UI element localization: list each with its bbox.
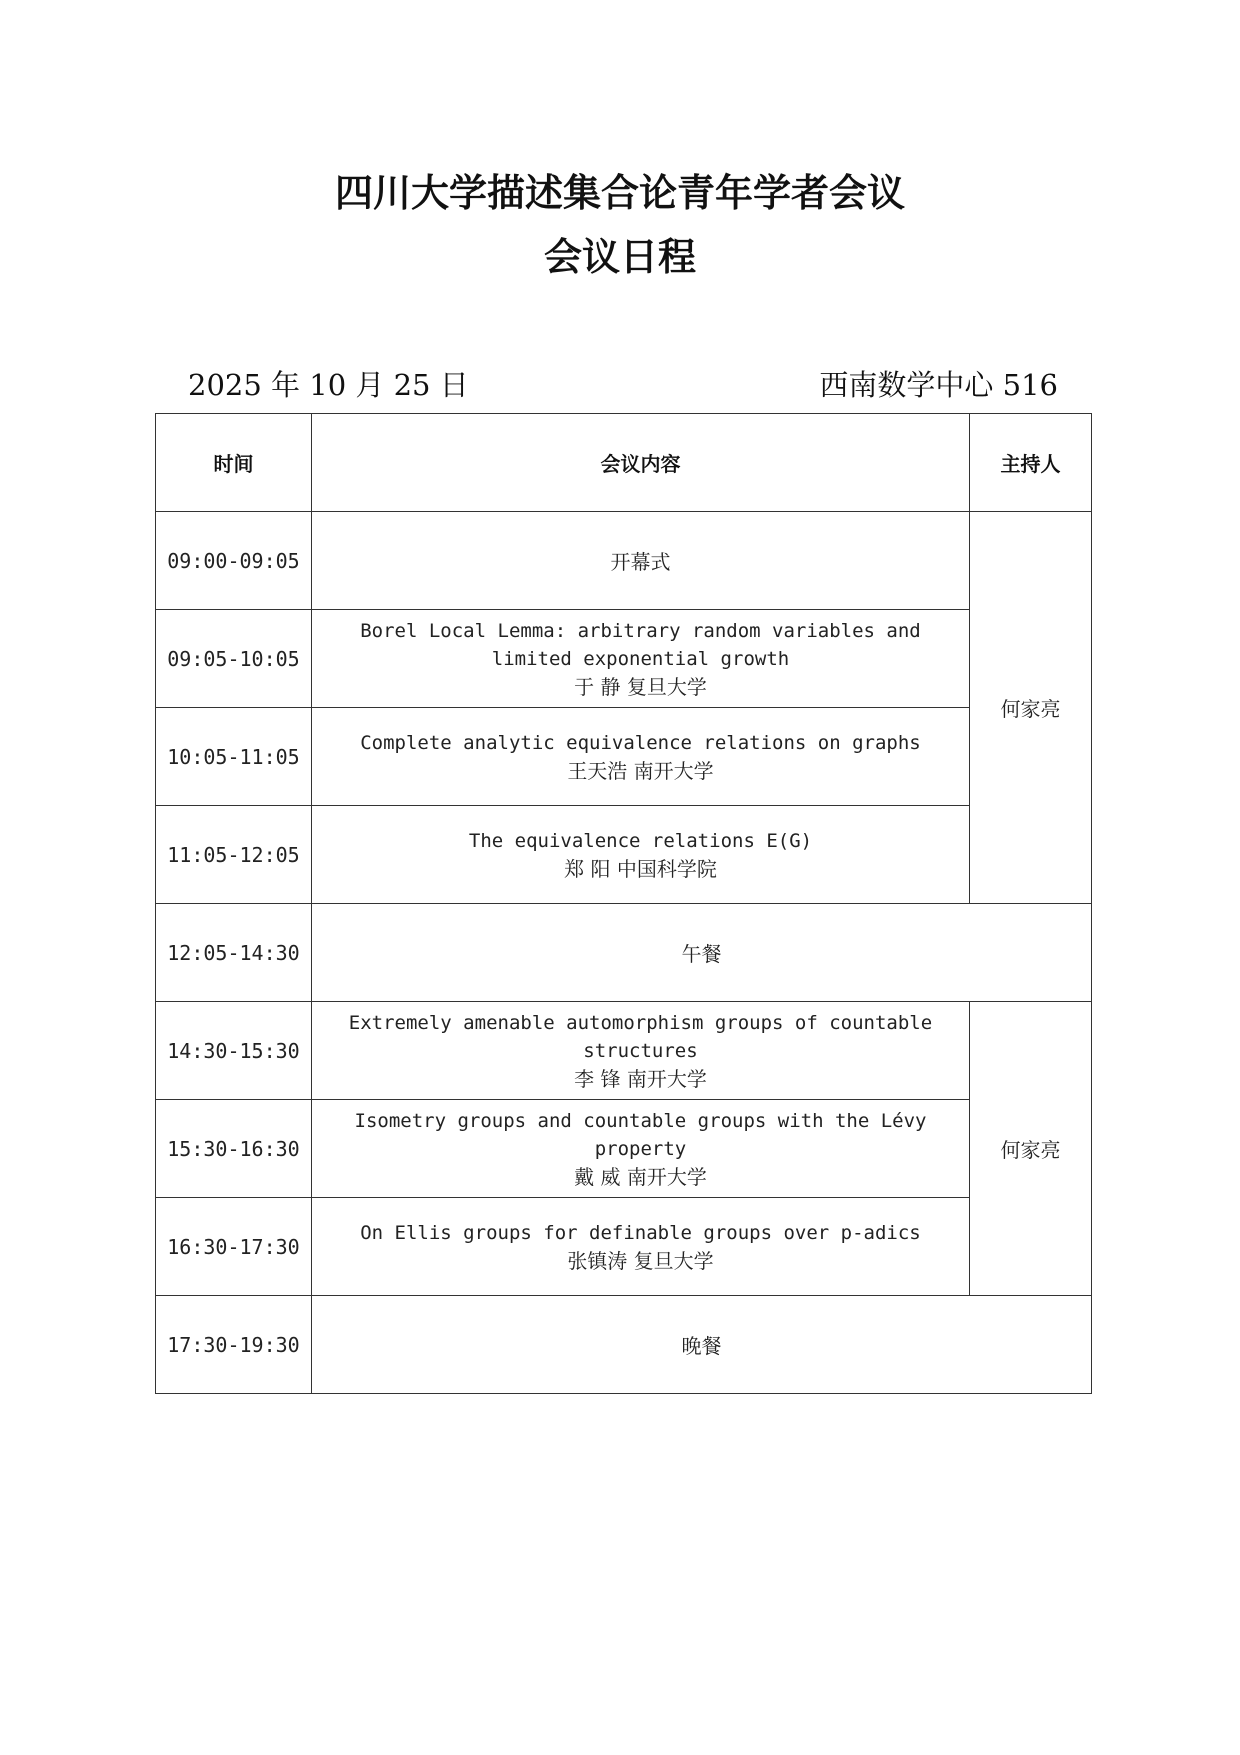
- talk-title: The equivalence relations E(G): [468, 829, 813, 852]
- time-cell: 14:30-15:30: [156, 1002, 312, 1100]
- table-row: [156, 708, 1092, 806]
- content-cell: [312, 1100, 970, 1198]
- host-cell-afternoon: 何家亮: [970, 1002, 1092, 1296]
- time-cell: 09:00-09:05: [156, 512, 312, 610]
- content-cell: [312, 806, 970, 904]
- speaker: 李 锋 南开大学: [574, 1066, 707, 1091]
- content-cell: 午餐: [312, 904, 1092, 1002]
- table-row: [156, 904, 1092, 1002]
- time-cell: 09:05-10:05: [156, 610, 312, 708]
- table-row: [156, 610, 1092, 708]
- talk-title: Borel Local Lemma: arbitrary random variables and limited exponential growth: [360, 619, 921, 670]
- time-cell: 17:30-19:30: [156, 1296, 312, 1394]
- column-header-host: 主持人: [970, 414, 1092, 512]
- content-cell: [312, 1198, 970, 1296]
- schedule-subtitle: 会议日程: [543, 235, 696, 279]
- meeting-venue: 西南数学中心 516: [819, 368, 1058, 402]
- talk-title: Isometry groups and countable groups with the Lévy property: [354, 1109, 927, 1160]
- talk-title: Complete analytic equivalence relations on graphs: [360, 731, 921, 754]
- talk-title: Extremely amenable automorphism groups of countable structures: [348, 1011, 933, 1062]
- meeting-date: 2025 年 10 月 25 日: [188, 368, 469, 402]
- schedule-table: [155, 413, 1092, 1394]
- speaker: 于 静 复旦大学: [574, 674, 707, 699]
- time-cell: 11:05-12:05: [156, 806, 312, 904]
- content-cell: [312, 1002, 970, 1100]
- table-row: [156, 1002, 1092, 1100]
- conference-title: 四川大学描述集合论青年学者会议: [334, 171, 905, 215]
- table-row: [156, 806, 1092, 904]
- time-cell: 15:30-16:30: [156, 1100, 312, 1198]
- table-row: [156, 1296, 1092, 1394]
- time-cell: 12:05-14:30: [156, 904, 312, 1002]
- talk-title: On Ellis groups for definable groups over p-adics: [360, 1221, 921, 1244]
- content-cell: [312, 610, 970, 708]
- host-cell-morning: 何家亮: [970, 512, 1092, 904]
- content-cell: 晚餐: [312, 1296, 1092, 1394]
- speaker: 王天浩 南开大学: [567, 758, 714, 783]
- table-header-row: [156, 414, 1092, 512]
- table-row: [156, 512, 1092, 610]
- speaker: 张镇涛 复旦大学: [567, 1248, 714, 1273]
- column-header-time: 时间: [156, 414, 312, 512]
- speaker: 戴 威 南开大学: [574, 1164, 707, 1189]
- time-cell: 16:30-17:30: [156, 1198, 312, 1296]
- speaker: 郑 阳 中国科学院: [564, 856, 717, 881]
- content-cell: [312, 708, 970, 806]
- content-cell: 开幕式: [312, 512, 970, 610]
- table-row: [156, 1198, 1092, 1296]
- time-cell: 10:05-11:05: [156, 708, 312, 806]
- table-row: [156, 1100, 1092, 1198]
- column-header-content: 会议内容: [312, 414, 970, 512]
